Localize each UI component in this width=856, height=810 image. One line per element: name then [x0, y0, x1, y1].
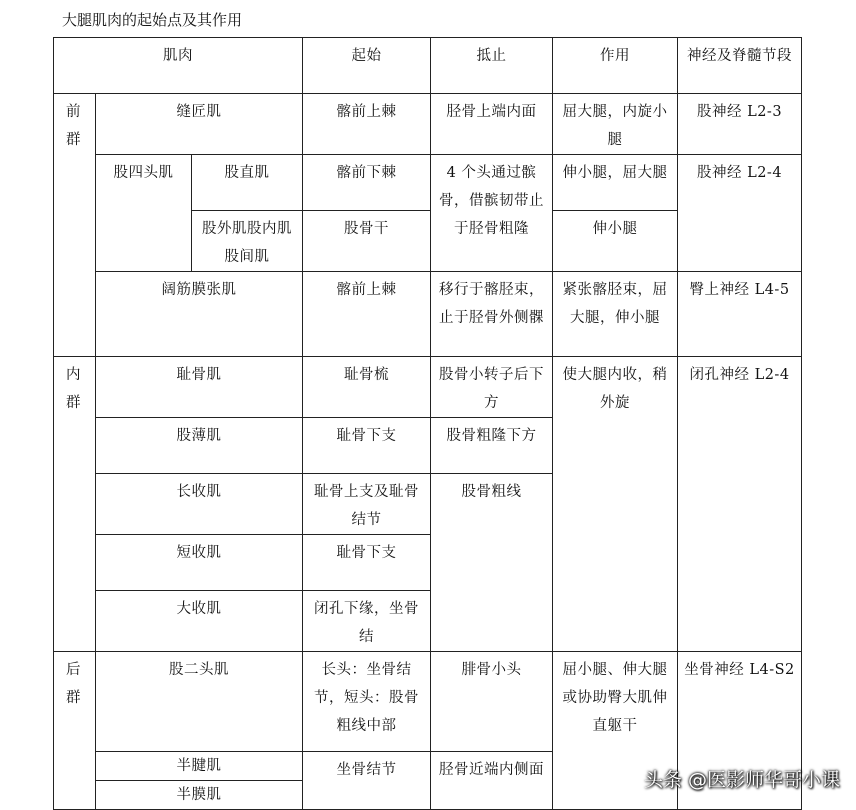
- muscle-name: 长收肌: [96, 474, 303, 535]
- nerve-cell: 股神经 L2-4: [678, 155, 802, 272]
- origin-cell: 长头：坐骨结节，短头：股骨粗线中部: [303, 652, 431, 752]
- insertion-cell: 4 个头通过髌骨，借髌韧带止于胫骨粗隆: [431, 155, 553, 272]
- action-cell: 屈大腿，内旋小腿: [553, 94, 678, 155]
- origin-cell: 耻骨上支及耻骨结节: [303, 474, 431, 535]
- group-anterior: 前群: [54, 94, 96, 357]
- origin-cell: 耻骨下支: [303, 418, 431, 474]
- muscle-name: 半膜肌: [96, 781, 303, 810]
- muscle-subname: 股直肌: [192, 155, 303, 211]
- origin-cell: 坐骨结节: [303, 752, 431, 810]
- origin-cell: 股骨干: [303, 211, 431, 272]
- muscle-name: 股四头肌: [96, 155, 192, 272]
- header-insertion: 抵止: [431, 38, 553, 94]
- origin-cell: 髂前上棘: [303, 272, 431, 357]
- table-title: 大腿肌肉的起始点及其作用: [62, 11, 243, 29]
- action-cell: 伸小腿: [553, 211, 678, 272]
- muscle-subname: 股外肌股内肌股间肌: [192, 211, 303, 272]
- origin-cell: 髂前上棘: [303, 94, 431, 155]
- table-row: [54, 357, 802, 418]
- muscle-name: 股二头肌: [96, 652, 303, 752]
- insertion-cell: 移行于髂胫束，止于胫骨外侧髁: [431, 272, 553, 357]
- muscle-name: 阔筋膜张肌: [96, 272, 303, 357]
- group-medial: 内群: [54, 357, 96, 652]
- action-cell: 伸小腿，屈大腿: [553, 155, 678, 211]
- origin-cell: 闭孔下缘，坐骨结: [303, 591, 431, 652]
- header-nerve: 神经及脊髓节段: [678, 38, 802, 94]
- origin-cell: 耻骨下支: [303, 535, 431, 591]
- muscle-name: 耻骨肌: [96, 357, 303, 418]
- origin-cell: 髂前下棘: [303, 155, 431, 211]
- nerve-cell: 臀上神经 L4-5: [678, 272, 802, 357]
- muscle-name: 短收肌: [96, 535, 303, 591]
- nerve-cell: 坐骨神经 L4-S2: [678, 652, 802, 810]
- action-cell: 使大腿内收，稍外旋: [553, 357, 678, 652]
- muscle-name: 缝匠肌: [96, 94, 303, 155]
- action-cell: 紧张髂胫束，屈大腿，伸小腿: [553, 272, 678, 357]
- watermark: 头条 @医影师华哥小课: [643, 769, 840, 791]
- thigh-muscle-table: [53, 37, 802, 810]
- nerve-cell: 股神经 L2-3: [678, 94, 802, 155]
- table-row: [54, 155, 802, 211]
- insertion-cell: 股骨粗隆下方: [431, 418, 553, 474]
- muscle-name: 半腱肌: [96, 752, 303, 781]
- origin-cell: 耻骨梳: [303, 357, 431, 418]
- header-row: [54, 38, 802, 94]
- group-posterior: 后群: [54, 652, 96, 810]
- insertion-cell: 股骨小转子后下方: [431, 357, 553, 418]
- muscle-name: 股薄肌: [96, 418, 303, 474]
- table-row: [54, 94, 802, 155]
- table-row: [54, 652, 802, 752]
- header-origin: 起始: [303, 38, 431, 94]
- insertion-cell: 股骨粗线: [431, 474, 553, 652]
- insertion-cell: 胫骨上端内面: [431, 94, 553, 155]
- header-muscle: 肌肉: [54, 38, 303, 94]
- header-action: 作用: [553, 38, 678, 94]
- nerve-cell: 闭孔神经 L2-4: [678, 357, 802, 652]
- action-cell: 屈小腿、伸大腿或协助臀大肌伸直躯干: [553, 652, 678, 810]
- insertion-cell: 腓骨小头: [431, 652, 553, 752]
- insertion-cell: 胫骨近端内侧面: [431, 752, 553, 810]
- muscle-name: 大收肌: [96, 591, 303, 652]
- table-row: [54, 272, 802, 357]
